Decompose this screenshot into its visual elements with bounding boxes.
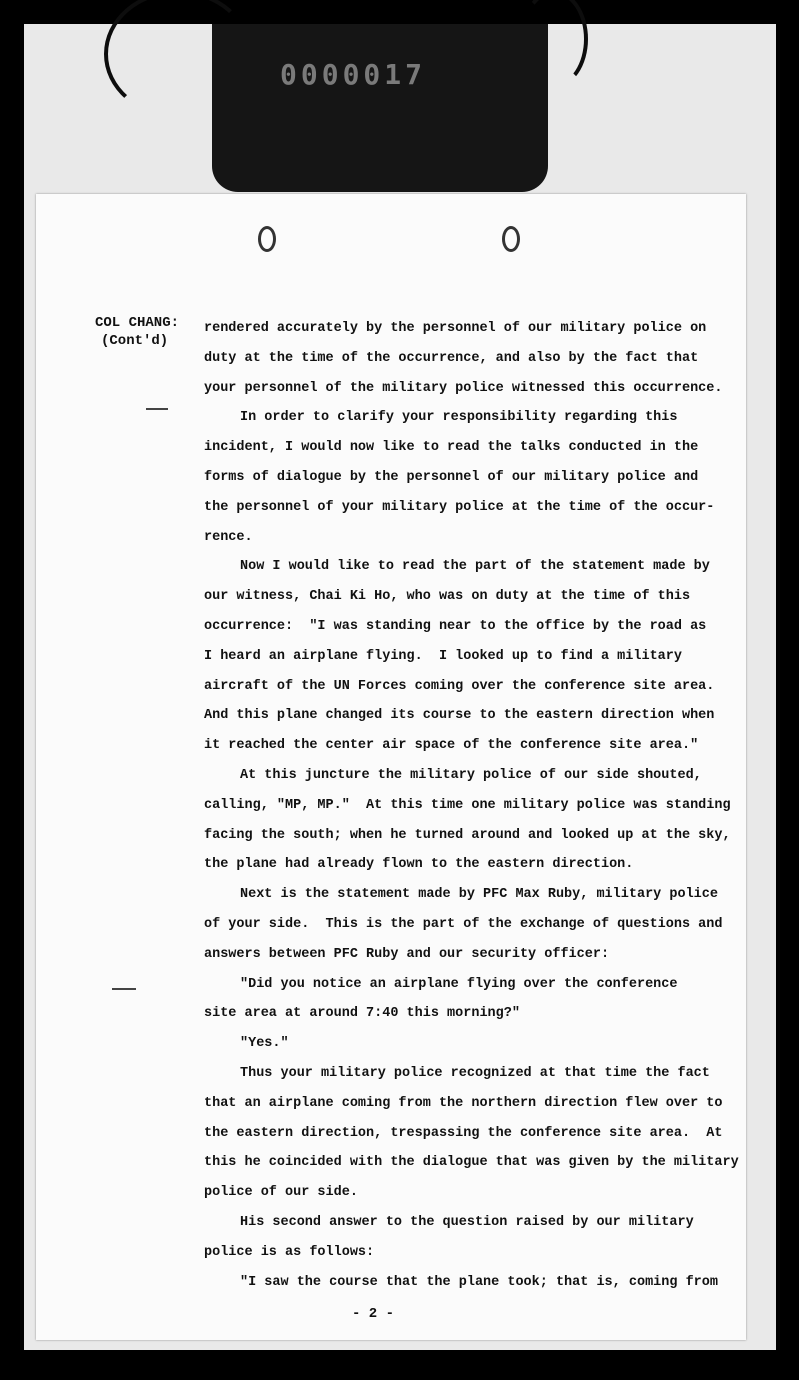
text-line: police is as follows: (204, 1244, 375, 1260)
text-line: that an airplane coming from the northern direction flew over to (204, 1095, 723, 1111)
text-line: the personnel of your military police at the time of the occur- (204, 499, 715, 515)
text-line: And this plane changed its course to the eastern direction when (204, 708, 715, 724)
text-line: "Did you notice an airplane flying over the conference (240, 976, 678, 992)
text-line: the plane had already flown to the eastern direction. (204, 857, 634, 873)
text-line: rence. (204, 529, 253, 545)
binder-clip (212, 24, 548, 192)
punch-hole-right (502, 226, 520, 252)
speaker-label (95, 314, 205, 350)
clip-stamp-number: 0000017 (280, 58, 427, 91)
text-line: police of our side. (204, 1185, 358, 1201)
margin-mark (146, 408, 168, 410)
punch-hole-left (258, 226, 276, 252)
text-line: Now I would like to read the part of the statement made by (240, 559, 710, 575)
text-line: occurrence: "I was standing near to the office by the road as (204, 618, 707, 634)
text-line: the eastern direction, trespassing the conference site area. At (204, 1125, 723, 1141)
text-line: facing the south; when he turned around and looked up at the sky, (204, 827, 731, 843)
text-line: In order to clarify your responsibility regarding this (240, 410, 678, 426)
text-line: forms of dialogue by the personnel of our military police and (204, 469, 699, 485)
text-line: Next is the statement made by PFC Max Ruby, military police (240, 887, 718, 903)
text-line: our witness, Chai Ki Ho, who was on duty at the time of this (204, 589, 691, 605)
text-line: duty at the time of the occurrence, and also by the fact that (204, 350, 699, 366)
text-line: it reached the center air space of the conference site area." (204, 738, 699, 754)
text-line: "I saw the course that the plane took; that is, coming from (240, 1274, 718, 1290)
text-line: site area at around 7:40 this morning?" (204, 1006, 520, 1022)
text-line: At this juncture the military police of our side shouted, (240, 767, 702, 783)
text-line: "Yes." (240, 1036, 289, 1052)
text-line: aircraft of the UN Forces coming over the conference site area. (204, 678, 715, 694)
text-line: your personnel of the military police witnessed this occurrence. (204, 380, 723, 396)
page-number: - 2 - (352, 1306, 395, 1322)
document-body (204, 314, 739, 1297)
text-line: His second answer to the question raised by our military (240, 1214, 694, 1230)
text-line: Thus your military police recognized at that time the fact (240, 1065, 710, 1081)
text-line: calling, "MP, MP." At this time one military police was standing (204, 797, 731, 813)
text-line: answers between PFC Ruby and our security officer: (204, 946, 610, 962)
speaker-name: COL CHANG: (95, 315, 180, 331)
speaker-continued: (Cont'd) (101, 333, 169, 349)
text-line: incident, I would now like to read the talks conducted in the (204, 440, 699, 456)
text-line: rendered accurately by the personnel of our military police on (204, 321, 707, 336)
text-line: this he coincided with the dialogue that was given by the military (204, 1155, 739, 1171)
text-line: of your side. This is the part of the exchange of questions and (204, 916, 723, 932)
margin-mark (112, 988, 136, 990)
text-line: I heard an airplane flying. I looked up to find a military (204, 648, 682, 664)
